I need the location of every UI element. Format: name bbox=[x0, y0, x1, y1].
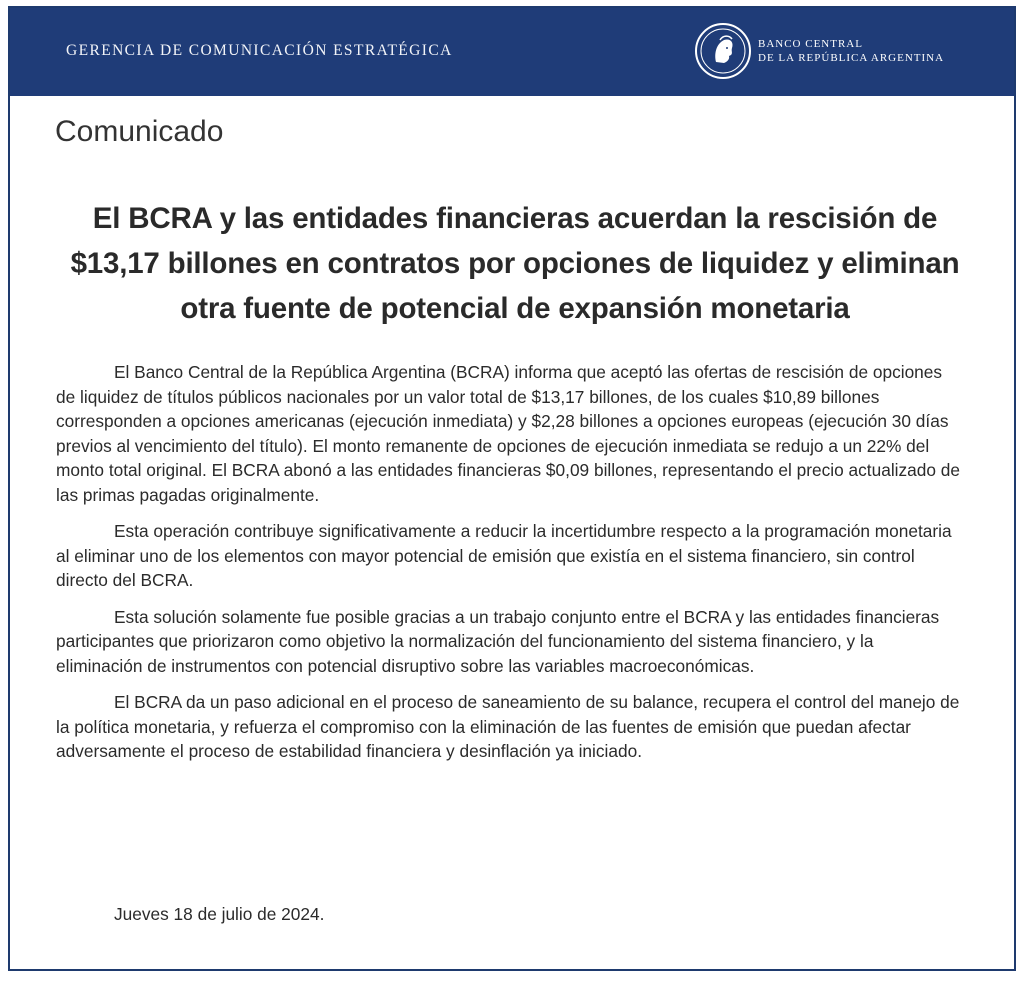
bank-name-line1: BANCO CENTRAL bbox=[758, 38, 863, 50]
paragraph: Esta solución solamente fue posible gracias a un trabajo conjunto entre el BCRA y las entidades financieras participantes que priorizaron como objetivo la normalización del funcionamiento del sistema financiero, y la eliminación de instrumentos con potencial disruptivo sobre las variables macroeconómicas. bbox=[56, 606, 940, 676]
page-header bbox=[10, 8, 1014, 96]
bank-name-line2: DE LA REPÚBLICA ARGENTINA bbox=[758, 52, 945, 64]
bank-name bbox=[758, 37, 944, 65]
document-frame bbox=[8, 6, 1016, 971]
department-name: GERENCIA DE COMUNICACIÓN ESTRATÉGICA bbox=[66, 42, 453, 59]
paragraph: Esta operación contribuye significativamente a reducir la incertidumbre respecto a la programación monetaria al eliminar uno de los elementos con mayor potencial de emisión que existía en el sistema financiero, sin control directo del BCRA. bbox=[56, 521, 952, 590]
bank-logo bbox=[694, 22, 944, 80]
document-date: Jueves 18 de julio de 2024. bbox=[114, 904, 325, 924]
document-type: Comunicado bbox=[55, 115, 224, 148]
headline: El BCRA y las entidades financieras acuerdan la rescisión de $13,17 billones en contratos por opciones de liquidez y eliminan otra fuente de potencial de expansión monetaria bbox=[70, 202, 960, 325]
bcra-seal-icon bbox=[694, 22, 752, 80]
document-body bbox=[56, 360, 964, 776]
paragraph: El BCRA da un paso adicional en el proceso de saneamiento de su balance, recupera el control del manejo de la política monetaria, y refuerza el compromiso con la eliminación de las fuentes de emisión que puedan afectar adversamente el proceso de estabilidad financiera y desinflación ya iniciado. bbox=[56, 692, 960, 761]
paragraph: El Banco Central de la República Argentina (BCRA) informa que aceptó las ofertas de rescisión de opciones de liquidez de títulos públicos nacionales por un valor total de $13,17 billones, de los cuales $10,89 billones corresponden a opciones americanas (ejecución inmediata) y $2,28 billones a opciones europeas (ejecución 30 días previos al vencimiento del título). El monto remanente de opciones de ejecución inmediata se redujo a un 22% del monto total original. El BCRA abonó a las entidades financieras $0,09 billones, representando el precio actualizado de las primas pagadas originalmente. bbox=[56, 362, 960, 505]
